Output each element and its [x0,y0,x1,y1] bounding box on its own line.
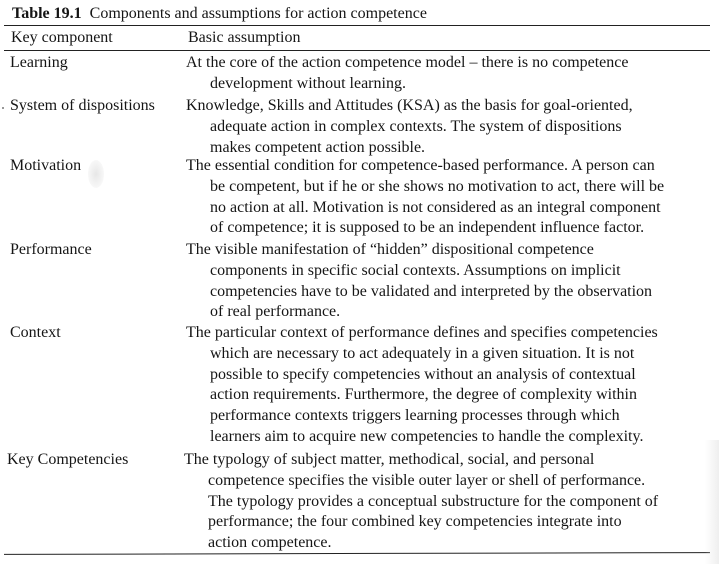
assumption-line: At the core of the action competence model – there is no competence [186,54,629,71]
assumption-line: action requirements. Furthermore, the degree of complexity within [210,386,637,404]
assumption-line: possible to specify competencies without an analysis of contextual [210,365,636,383]
key-component-cell: Key Competencies [7,451,129,468]
assumption-line: of real performance. [210,303,341,321]
header-rule [4,50,710,51]
assumption-line: development without learning. [210,74,406,92]
basic-assumption-cell [186,240,714,323]
key-component-cell: Learning [10,54,68,71]
assumption-line: The particular context of performance defines and specifies competencies [186,324,658,341]
assumption-line: competence specifies the visible outer layer or shell of performance. [208,471,646,489]
table-caption [12,4,427,24]
assumption-line: of competence; it is supposed to be an independent influence factor. [210,219,645,237]
column-header-key-component: Key component [11,29,113,46]
basic-assumption-cell [186,96,714,158]
basic-assumption-cell [184,450,712,554]
assumption-line: components in specific social contexts. Assumptions on implicit [210,261,621,279]
assumption-line: learners aim to acquire new competencies to handle the complexity. [210,427,644,445]
assumption-line: The essential condition for competence-based performance. A person can [186,157,655,174]
assumption-line: performance contexts triggers learning processes through which [210,407,620,425]
key-component-cell: Performance [10,241,92,258]
assumption-line: performance; the four combined key competencies integrate into [208,513,622,531]
assumption-line: makes competent action possible. [210,138,426,156]
column-header-basic-assumption: Basic assumption [188,29,301,46]
basic-assumption-cell [186,323,714,448]
scan-speck [2,107,4,109]
top-rule [4,25,710,26]
basic-assumption-cell [186,156,714,239]
assumption-line: The typology of subject matter, methodical, social, and personal [184,451,595,468]
key-component-cell: System of dispositions [10,97,155,114]
assumption-line: The typology provides a conceptual substructure for the component of [208,492,659,510]
assumption-line: Knowledge, Skills and Attitudes (KSA) as the basis for goal-oriented, [186,97,633,114]
assumption-line: action competence. [208,534,332,552]
assumption-line: adequate action in complex contexts. The system of dispositions [210,117,622,135]
scan-edge-shadow [705,440,719,564]
assumption-line: which are necessary to act adequately in a given situation. It is not [210,344,635,362]
assumption-line: be competent, but if he or she shows no motivation to act, there will be [210,177,665,195]
assumption-line: The visible manifestation of “hidden” dispositional competence [186,241,594,258]
table-title: Components and assumptions for action competence [89,5,427,22]
table-number: Table 19.1 [12,5,82,22]
basic-assumption-cell [186,53,714,95]
scan-smudge [88,160,104,188]
assumption-line: no action at all. Motivation is not considered as an integral component [210,198,661,216]
assumption-line: competencies have to be validated and interpreted by the observation [210,282,653,300]
key-component-cell: Context [10,324,61,341]
key-component-cell: Motivation [10,157,82,174]
